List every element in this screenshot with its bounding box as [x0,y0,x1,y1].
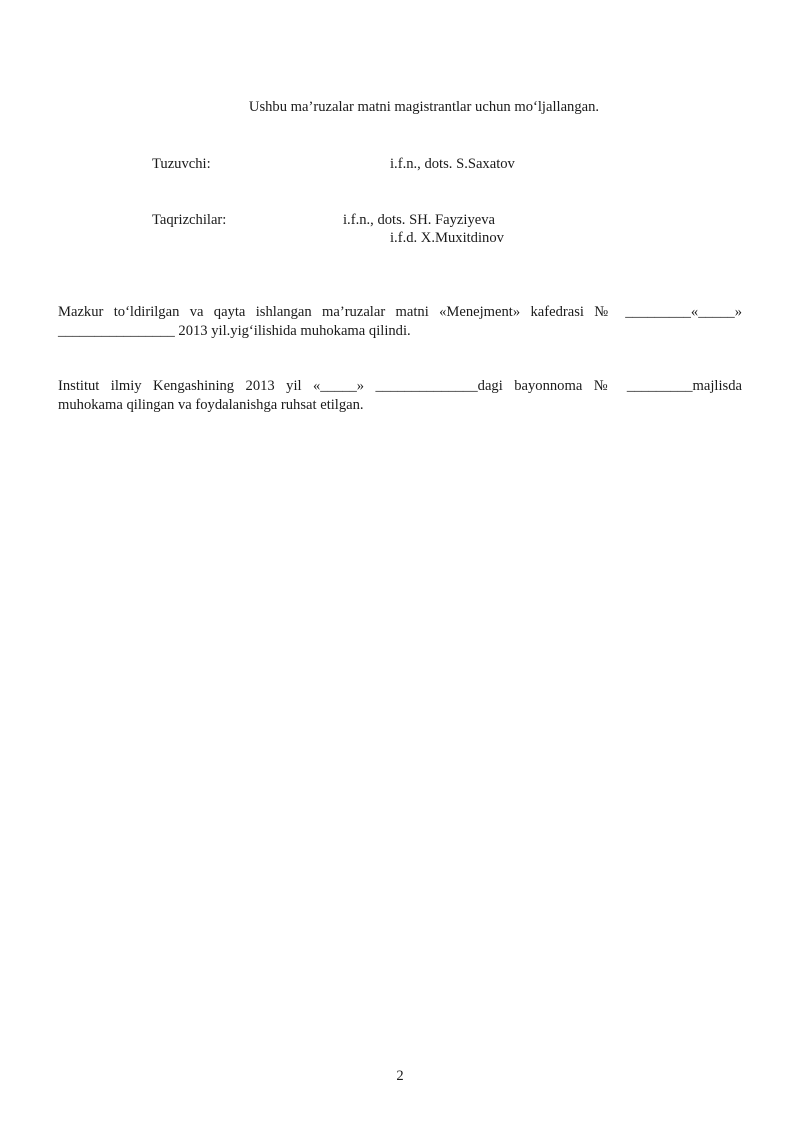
discussion-paragraph [58,303,742,341]
approval-line-2: muhokama qilingan va foydalanishga ruhsat etilgan. [58,397,364,413]
reviewer-name-1: i.f.n., dots. SH. Fayziyeva [343,212,496,228]
discussion-line-1: Mazkur to‘ldirilgan va qayta ishlangan ma’ruzalar matni «Menejment» kafedrasi № _________«_____» [58,304,742,320]
approval-paragraph [58,377,742,415]
reviewer-name-2: i.f.d. X.Muxitdinov [390,230,504,246]
compiler-name: i.f.n., dots. S.Saxatov [390,156,515,172]
intro-text: Ushbu ma’ruzalar matni magistrantlar uchun mo‘ljallangan. [248,99,600,115]
discussion-line-2: ________________ 2013 yil.yig‘ilishida muhokama qilindi. [58,323,411,339]
reviewers-label: Taqrizchilar: [152,212,227,228]
approval-line-1: Institut ilmiy Kengashining 2013 yil «_____» ______________dagi bayonnoma № _________majlisda [58,378,742,394]
page-number: 2 [396,1068,404,1084]
compiler-label: Tuzuvchi: [152,156,211,172]
